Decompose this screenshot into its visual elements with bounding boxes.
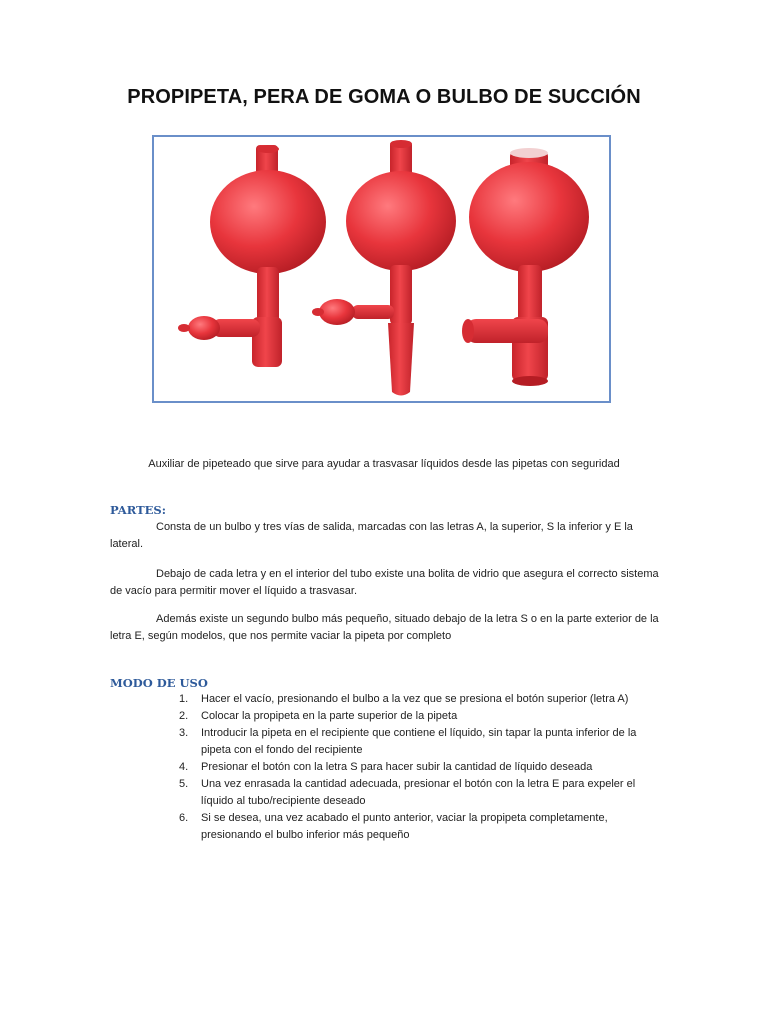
page-title: PROPIPETA, PERA DE GOMA O BULBO DE SUCCIÓN	[127, 86, 641, 108]
section-heading-partes: PARTES:	[110, 503, 166, 517]
figure-caption: Auxiliar de pipeteado que sirve para ayudar a trasvasar líquidos desde las pipetas con seguridad	[148, 458, 620, 470]
step-text: Introducir la pipeta en el recipiente que contiene el líquido, sin tapar la punta inferior de la pipeta con el fondo del recipiente	[201, 727, 637, 756]
step-number: 1.	[179, 693, 189, 705]
propipette-model-3	[462, 148, 589, 386]
propipette-model-1	[178, 145, 326, 367]
step-text: Presionar el botón con la letra S para hacer subir la cantidad de líquido deseada	[201, 761, 593, 773]
propipette-figure	[152, 135, 611, 403]
usage-step	[179, 810, 669, 844]
step-number: 5.	[179, 778, 189, 790]
step-number: 4.	[179, 761, 189, 773]
step-text: Si se desea, una vez acabado el punto anterior, vaciar la propipeta completamente, presionando el bulbo inferior más pequeño	[201, 812, 608, 841]
usage-steps-list	[179, 691, 669, 844]
usage-step	[179, 776, 669, 810]
step-number: 3.	[179, 727, 189, 739]
step-text: Una vez enrasada la cantidad adecuada, presionar el botón con la letra E para expeler el líquido al tubo/recipiente deseado	[201, 778, 636, 807]
partes-paragraph-3: Además existe un segundo bulbo más pequeño, situado debajo de la letra S o en la parte exterior de la letra E, según modelos, que nos permite vaciar la pipeta por completo	[110, 613, 659, 642]
propipette-model-2	[312, 140, 456, 396]
usage-step	[179, 691, 669, 708]
usage-step	[179, 759, 669, 776]
step-number: 2.	[179, 710, 189, 722]
step-number: 6.	[179, 812, 189, 824]
step-text: Hacer el vacío, presionando el bulbo a la vez que se presiona el botón superior (letra A)	[201, 693, 629, 705]
step-text: Colocar la propipeta en la parte superior de la pipeta	[201, 710, 458, 722]
usage-step	[179, 725, 669, 759]
propipette-illustration	[154, 137, 609, 401]
section-heading-modo-de-uso: MODO DE USO	[110, 676, 208, 690]
partes-paragraph-1: Consta de un bulbo y tres vías de salida, marcadas con las letras A, la superior, S la inferior y E la lateral.	[110, 521, 633, 550]
partes-paragraph-2: Debajo de cada letra y en el interior del tubo existe una bolita de vidrio que asegura el correcto sistema de vacío para permitir mover el líquido a trasvasar.	[110, 568, 659, 597]
usage-step	[179, 708, 669, 725]
